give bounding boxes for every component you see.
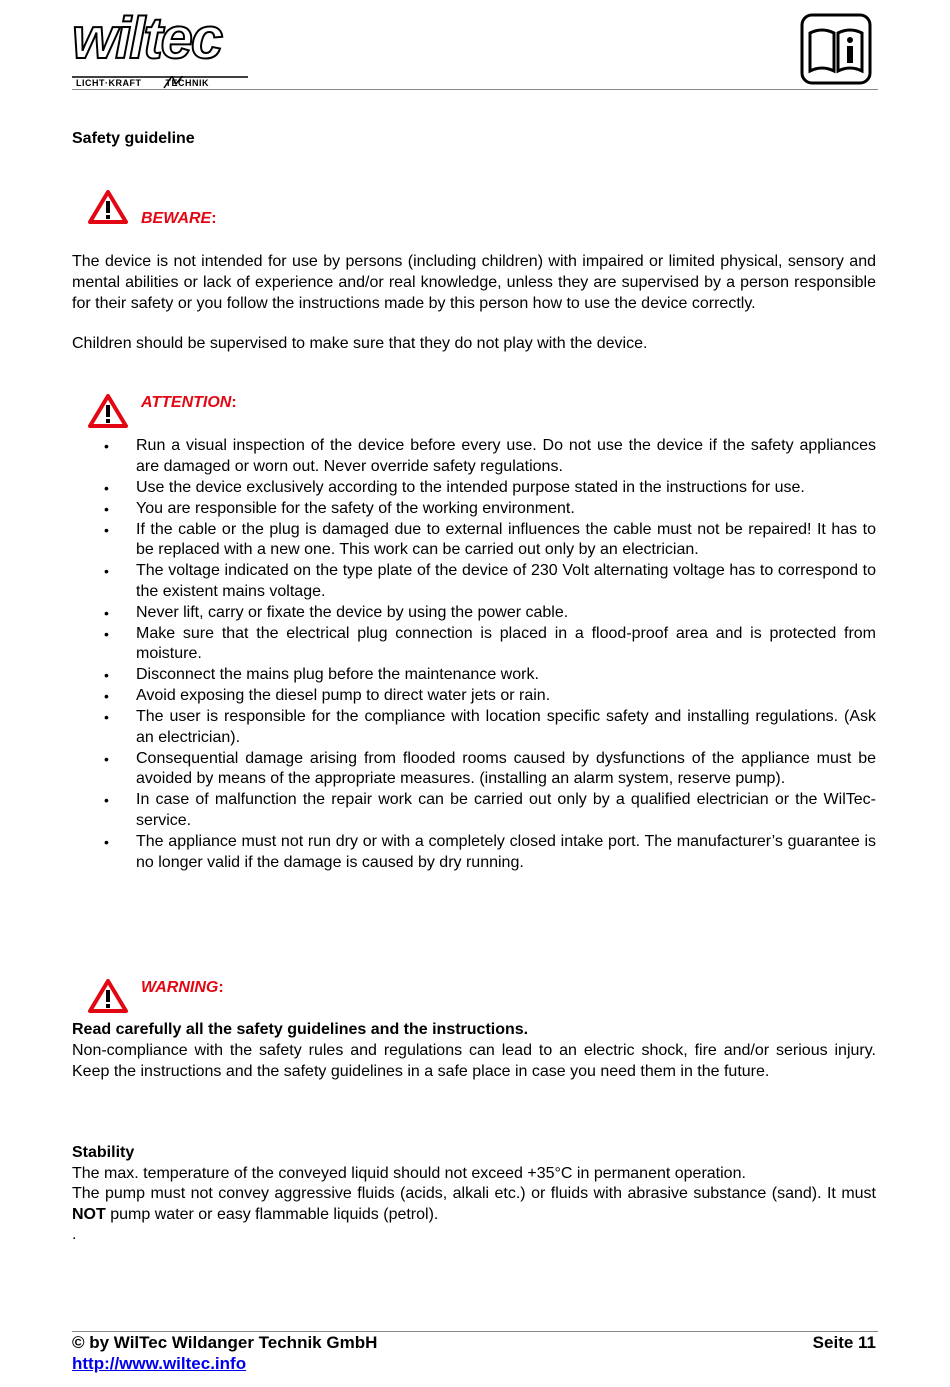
bullet-icon xyxy=(104,436,114,458)
list-item xyxy=(104,436,876,477)
stability-title: Stability xyxy=(72,1144,135,1161)
bullet-icon xyxy=(104,603,114,625)
list-item xyxy=(104,499,876,520)
list-item xyxy=(104,707,876,748)
stability-temperature: The max. temperature of the conveyed liquid should not exceed +35°C in permanent operation. xyxy=(72,1165,746,1182)
list-item xyxy=(104,832,876,873)
list-item-text: In case of malfunction the repair work can be carried out only by a qualified electrician or the WilTec-service. xyxy=(136,791,876,829)
bullet-icon xyxy=(104,749,114,771)
bullet-icon xyxy=(104,665,114,687)
warning-heading xyxy=(141,979,224,997)
attention-heading xyxy=(141,394,237,412)
list-item-text: The appliance must not run dry or with a completely closed intake port. The manufacturer’s guarantee is no longer valid if the damage is caused by dry running. xyxy=(136,832,876,871)
attention-list xyxy=(104,436,876,874)
list-item-text: Disconnect the mains plug before the maintenance work. xyxy=(136,666,539,684)
stability-fluids xyxy=(72,1184,876,1226)
list-item xyxy=(104,603,876,624)
list-item-text: You are responsible for the safety of the working environment. xyxy=(136,499,575,517)
footer-copyright: © by WilTec Wildanger Technik GmbH xyxy=(72,1333,378,1352)
list-item-text: If the cable or the plug is damaged due to external influences the cable must not be repaired! It has to be replaced with a new one. This work can be carried out only by an electrician. xyxy=(136,520,876,559)
footer-website-link[interactable]: http://www.wiltec.info xyxy=(72,1354,247,1373)
list-item-text: The user is responsible for the compliance with location specific safety and installing regulations. (Ask an electrician). xyxy=(136,708,876,746)
list-item xyxy=(104,520,876,561)
list-item-text: Run a visual inspection of the device before every use. Do not use the device if the safety appliances are damaged or worn out. Never override safety regulations. xyxy=(136,437,876,475)
stability-trailing-dot: . xyxy=(72,1226,77,1243)
wiltec-logo xyxy=(72,8,248,90)
bullet-icon xyxy=(104,686,114,708)
logo-underline-icon xyxy=(72,76,248,90)
beware-heading xyxy=(141,210,217,228)
beware-children-note: Children should be supervised to make sure that they do not play with the device. xyxy=(72,335,648,352)
footer-page-number: Seite 11 xyxy=(812,1333,876,1352)
bullet-icon xyxy=(104,520,114,542)
list-item-text: The voltage indicated on the type plate of the device of 230 Volt alternating voltage has to correspond to the existent mains voltage. xyxy=(136,562,876,600)
attention-colon: : xyxy=(231,394,237,411)
bullet-icon xyxy=(104,790,114,812)
beware-colon: : xyxy=(211,210,217,227)
list-item xyxy=(104,624,876,665)
bullet-icon xyxy=(104,707,114,729)
list-item xyxy=(104,665,876,686)
list-item-text: Never lift, carry or fixate the device by using the power cable. xyxy=(136,603,569,621)
stability-emphasis: NOT xyxy=(72,1205,106,1223)
list-item xyxy=(104,478,876,499)
logo-tagline-left: LICHT·KRAFT xyxy=(76,78,142,88)
logo-tagline-right: TECHNIK xyxy=(165,78,209,88)
list-item xyxy=(104,561,876,602)
list-item-text: Use the device exclusively according to the intended purpose stated in the instructions for use. xyxy=(136,478,805,496)
warning-bold-line: Read carefully all the safety guidelines and the instructions. xyxy=(72,1021,529,1038)
bullet-icon xyxy=(104,478,114,500)
warning-triangle-icon xyxy=(88,393,128,429)
warning-paragraph: Non-compliance with the safety rules and regulations can lead to an electric shock, fire and/or serious injury. Keep the instructions and the safety guidelines in a safe place in case you need them in the future. xyxy=(72,1042,876,1080)
stability-fluids-text-end: pump water or easy flammable liquids (petrol). xyxy=(105,1205,439,1223)
manual-info-icon xyxy=(800,13,872,85)
section-title: Safety guideline xyxy=(72,130,195,147)
stability-fluids-text: The pump must not convey aggressive fluids (acids, alkali etc.) or fluids with abrasive substance (sand). It must xyxy=(72,1185,876,1202)
list-item xyxy=(104,686,876,707)
list-item-text: Consequential damage arising from flooded rooms caused by dysfunctions of the appliance must be avoided by means of the appropriate measures. (installing an alarm system, reserve pump). xyxy=(136,749,876,788)
beware-paragraph: The device is not intended for use by persons (including children) with impaired or limited physical, sensory and mental abilities or lack of experience and/or real knowledge, unless they are supervised by a person responsible for their safety or you follow the instructions made by this person how to use the device correctly. xyxy=(72,253,876,312)
list-item xyxy=(104,790,876,831)
bullet-icon xyxy=(104,624,114,646)
bullet-icon xyxy=(104,561,114,583)
logo-wordmark: wiltec xyxy=(72,6,222,71)
attention-label: ATTENTION xyxy=(141,394,232,411)
warning-triangle-icon xyxy=(88,978,128,1014)
beware-label: BEWARE xyxy=(141,210,212,227)
bullet-icon xyxy=(104,832,114,854)
warning-colon: : xyxy=(218,979,224,996)
warning-label: WARNING xyxy=(141,979,219,996)
warning-triangle-icon xyxy=(88,189,128,225)
list-item-text: Make sure that the electrical plug connection is placed in a flood-proof area and is protected from moisture. xyxy=(136,624,876,663)
list-item xyxy=(104,749,876,790)
bullet-icon xyxy=(104,499,114,521)
list-item-text: Avoid exposing the diesel pump to direct water jets or rain. xyxy=(136,687,551,705)
header-divider xyxy=(72,89,878,90)
